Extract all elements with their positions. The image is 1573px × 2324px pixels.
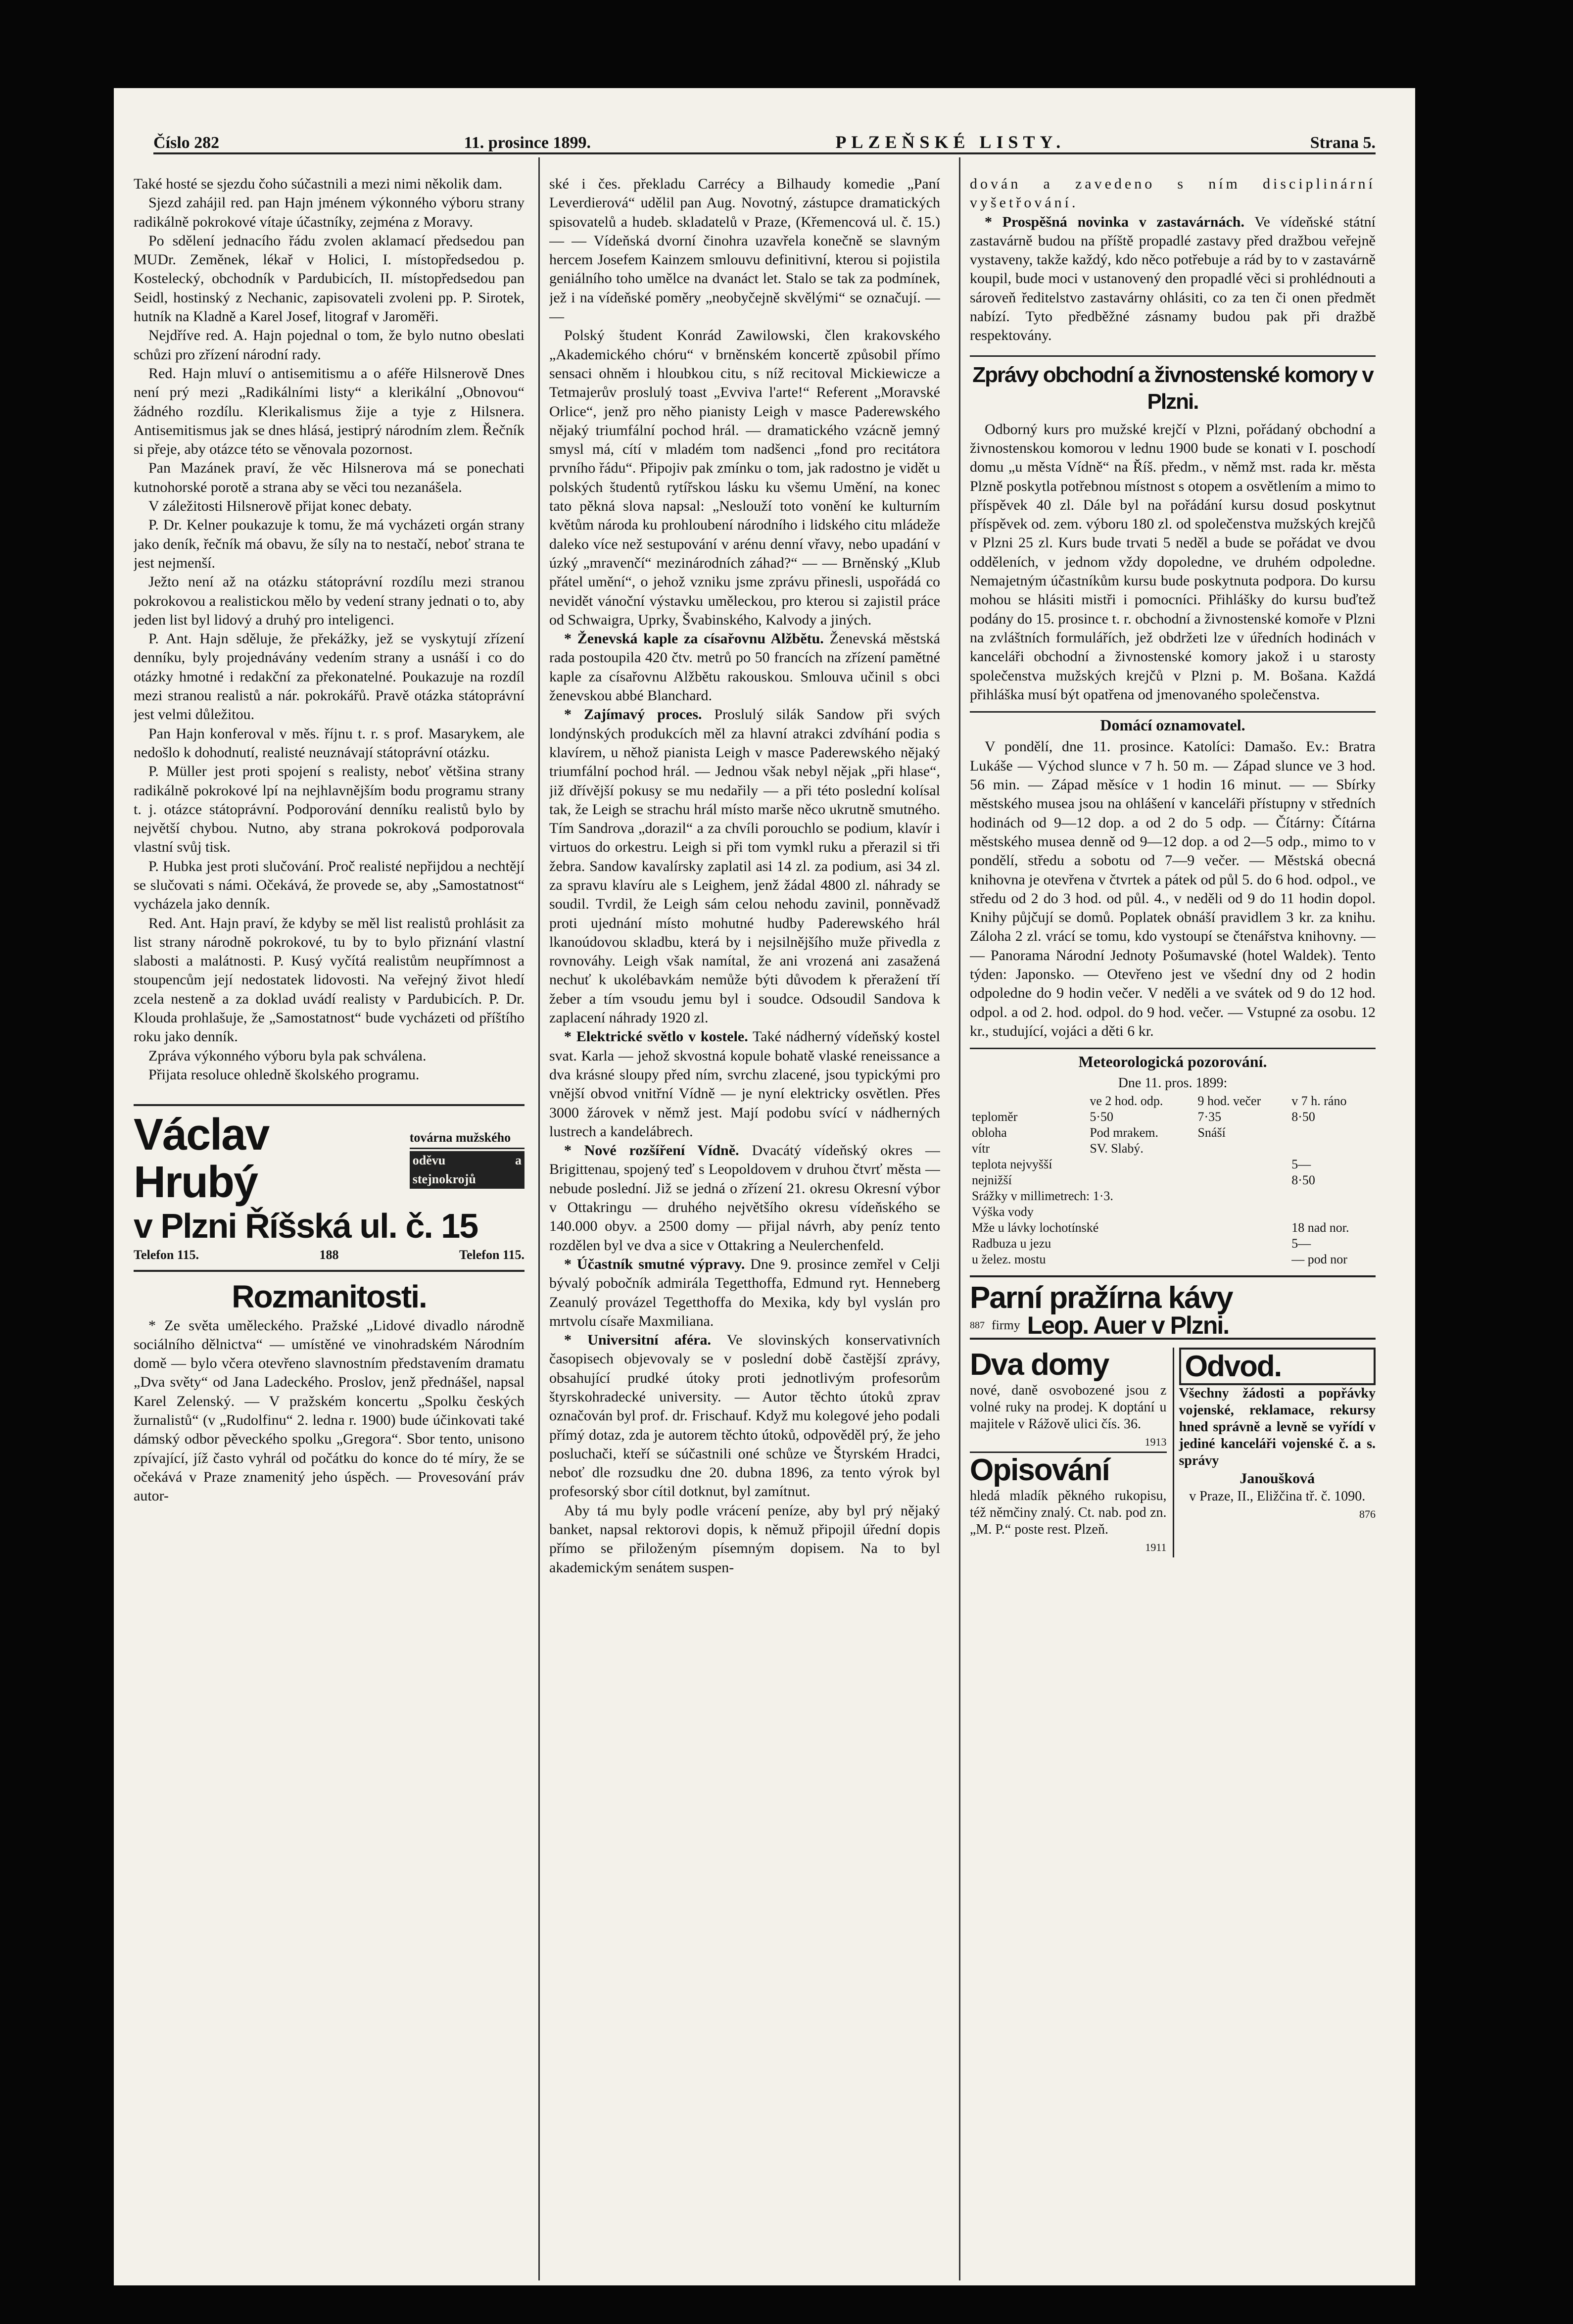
ad-odvod-address: v Praze, II., Eližčina tř. č. 1090. bbox=[1189, 1489, 1366, 1504]
meteo-header-cell: 9 hod. večer bbox=[1197, 1093, 1261, 1108]
ad-phone: Telefon 115. bbox=[459, 1248, 524, 1262]
article-paragraph: V pondělí, dne 11. prosince. Katolíci: Damašo. Ev.: Bratra Lukáše — Východ slunce v 7 h. 50 m. — Západ slunce ve 3 hod. 56 min. — Západ měsíce v 1 hodin 16 minut. — — Sbírky městského musea jsou na ohlášení v kanceláři přístupny v středních hodinách od 9—12 dop. a od 2 do 5 odp. — Čítárny: Čítárna městského musea denně od 9—12 dop. a od 2—5 odp., mimo to v pondělí, středu a sobotu od 7—9 večer. — Městská obecná knihovna je otevřena v čtvrtek a pátek od půl 5. do 6 hod. odpol., ve středu od 2 do 3 hod. od půl. 4., v neděli od 9 do 11 hodin dopol. Knihy půjčují se domů. Poplatek obnáší pravidlem 3 kr. za knihu. Záloha 2 zl. vrácí se tomu, kdo vystoupí se čtenářstva knihovny. — — Panorama Národní Jednoty Pošumavské (hotel Waldek). Tento týden: Japonsko. — Otevřeno jest ve všední dny od 2 hodin odpoledne do 9 hodin večer. V neděli a ve svátek od 9 do 12 hod. odpol. a od 2. hod. odpol. do 9 hod. večer. — Vstupné za osobu. 12 kr., studující, vojáci a děti 6 kr. bbox=[970, 738, 1376, 1039]
ad-phone: Telefon 115. bbox=[134, 1248, 199, 1262]
meteo-cell bbox=[1088, 1157, 1195, 1172]
article-paragraph: Pan Hajn konferoval v měs. říjnu t. r. s prof. Masarykem, ale nedošlo k dohodnutí, realisté neuznávají státoprávní otázku. bbox=[134, 725, 524, 761]
news-headline: * Elektrické světlo v kostele. bbox=[564, 1028, 748, 1045]
meteo-cell bbox=[1195, 1157, 1289, 1172]
section-title-meteo: Meteorologická pozorování. bbox=[970, 1048, 1376, 1071]
meteo-cell bbox=[1195, 1141, 1289, 1157]
meteo-header-cell: v 7 h. ráno bbox=[1291, 1093, 1347, 1108]
article-paragraph: ské i čes. překladu Carrécy a Bilhaudy komedie „Paní Leverdierová“ udělil pan Aug. Novotný, zástupce dramatických spisovatelů a hudeb. skladatelů v Praze, (Křemencová ul. č. 15.) — — Vídeňská dvorní činohra uzavřela konečně se slavným hercem Josefem Kainzem smlouvu definitivní, kterou si pojistila geniálního toho umělce na dvanáct let. Stalo se tak za podmínek, jež i na vídeňské poměry „neobyčejně skvělými“ se označují. — — bbox=[549, 176, 940, 325]
column-rule bbox=[538, 157, 540, 2280]
news-item bbox=[549, 1255, 940, 1331]
meteo-row bbox=[970, 1109, 1376, 1125]
article-paragraph: V záležitosti Hilsnerově přijat konec debaty. bbox=[148, 498, 412, 515]
meteo-cell: nejnižší bbox=[972, 1172, 1012, 1187]
page-header bbox=[153, 123, 1376, 154]
news-text: Aby tá mu byly podle vrácení peníze, aby byl prý nějaký banket, napsal rektorovi dopis, k němuž připojil úřední dopis přímo se přiloženým písemným dopisem. Na to byl akademickým senátem suspen- bbox=[549, 1502, 940, 1576]
meteo-cell: 8·50 bbox=[1291, 1172, 1315, 1187]
meteo-cell: 18 nad nor. bbox=[1291, 1220, 1349, 1235]
small-ads-row bbox=[970, 1348, 1376, 1557]
news-item bbox=[970, 213, 1376, 345]
news-item bbox=[549, 1027, 940, 1141]
ad-number: 188 bbox=[319, 1248, 339, 1262]
ad-houses-title: Dva domy bbox=[970, 1348, 1109, 1382]
meteo-cell: obloha bbox=[972, 1125, 1007, 1140]
article-paragraph: Také hosté se sjezdu čoho súčastnili a mezi nimi několik dam. bbox=[134, 176, 503, 192]
news-item bbox=[549, 705, 940, 1027]
column-rule bbox=[959, 157, 960, 2280]
meteo-cell: Pod mrakem. bbox=[1090, 1125, 1158, 1140]
meteo-date: Dne 11. pros. 1899: bbox=[1118, 1075, 1228, 1091]
news-text: Dne 9. prosince zemřel v Celji bývalý pobočník admirála Tegetthoffa, Edmund ryt. Henneberg Zeanulý provázel Tegetthoffa do Mexika, kdy byl vyslán pro mrtvolu císaře Maxmiliana. bbox=[549, 1256, 940, 1329]
ad-houses-number: 1913 bbox=[1144, 1436, 1167, 1449]
news-item bbox=[549, 1331, 940, 1501]
article-paragraph: Přijata resoluce ohledně školského programu. bbox=[148, 1066, 420, 1083]
news-text: Také nádherný vídeňský kostel svat. Karla — jehož skvostná kopule bohatě vlaské reneissance a dva krásné sloupy před ním, svrchu zlacené, jsou typickými pro vnější obvod vnitřní Vídně — je nyní elektricky osvětlen. Přes 3000 žárovek v němž jest. Mají podobu svící v nádherných lustrech a kandelábrech. bbox=[549, 1028, 940, 1140]
news-text: Dvacátý vídeňský okres — Brigittenau, spojený teď s Leopoldovem v druhou čtvrť města — nebude poslední. Již se jedná o zřízení 21. okresu Okresní výbor v Ottakringu — druhého největšího okresu vídeňského se 140.000 obyv. a 2500 domy — přijal návrh, aby peníz tento rozdělen byl ve dva a sice v Ottakring a Neulerchenfeld. bbox=[549, 1142, 940, 1254]
news-text: Ve vídeňské státní zastavárně budou na příště propadlé zastavy před dražbou veřejně vystaveny, takže každý, kdo něco potřebuje a rád by to v zastavárně koupil, bude moci v ustanovený den propadlé věci si prohlédnouti a sároveň ředitelstvo zastavárny ohlásiti, co za ten či onen předmět nabízí. Tyto předběžné zásnamy budou pak při dražbě respektovány. bbox=[970, 213, 1376, 344]
newspaper-page bbox=[114, 88, 1415, 2285]
article-paragraph: P. Ant. Hajn sděluje, že překážky, jež se vyskytují zřízení denníku, byly projednávány vedením strany a usnáší i co do otázky hmotné i redakční za překonatelné. Poukazuje na rozdíl mezi stranou realistů a nár. pokrokářů. Pravě otázka státoprávní jest velmi důležitou. bbox=[134, 630, 524, 723]
meteo-header-row bbox=[970, 1093, 1376, 1109]
meteo-row bbox=[970, 1236, 1376, 1252]
small-ads-left bbox=[970, 1348, 1167, 1557]
ad-address: v Plzni Říšská ul. č. 15 bbox=[134, 1207, 478, 1246]
meteo-cell: SV. Slabý. bbox=[1090, 1141, 1144, 1156]
meteo-row bbox=[970, 1157, 1376, 1172]
news-item bbox=[549, 629, 940, 705]
article-paragraph: Po sdělení jednacího řádu zvolen aklamací předsedou pan MUDr. Zeměnek, lékař v Holici, I. místopředsedou p. Kostelecký, obchodník v Pardubicích, II. místopředsedou pan Seidl, hostinský z Nechanic, zapisovateli zvoleni pp. P. Sirotek, hutník na Kladně a Karel Josef, litograf v Jaroměři. bbox=[134, 232, 524, 325]
meteo-cell: 5·50 bbox=[1090, 1109, 1113, 1124]
ad-odvod-title: Odvod. bbox=[1179, 1348, 1376, 1385]
news-item bbox=[549, 1141, 940, 1255]
meteo-cell: 5— bbox=[1291, 1157, 1311, 1171]
meteo-cell: Srážky v millimetrech: 1·3. bbox=[972, 1188, 1113, 1203]
section-title-rozmanitosti: Rozmanitosti. bbox=[232, 1278, 427, 1314]
article-paragraph: P. Hubka jest proti slučování. Proč realisté nepřijdou a nechtějí se slučovati s námi. Očekává, že provede se, aby „Samostatnost“ vycházela jako denník. bbox=[134, 858, 524, 913]
meteo-cell: 8·50 bbox=[1291, 1109, 1315, 1124]
meteo-cell: teplota nejvyšší bbox=[972, 1157, 1052, 1171]
ad-odvod-text: Všechny žádosti a popřávky vojenské, reklamace, rekursy hned správně a levně se vyřídí v jediné kanceláři vojenské č. a s. správy bbox=[1179, 1386, 1376, 1469]
news-headline: * Účastník smutné výpravy. bbox=[564, 1256, 745, 1272]
page-number: Strana 5. bbox=[1310, 134, 1376, 152]
article-paragraph: Red. Hajn mluví o antisemitismu a o aféře Hilsnerově Dnes není prý mezi „Radikálními listy“ a klerikální „Obnovou“ žádného rozdílu. Klerikalismus žije a tyje z Hilsnera. Antisemitismus jak se dnes hlásá, jestiprý národním zlem. Řečník si přeje, aby otázce této se věnovala pozornost. bbox=[134, 365, 524, 458]
news-item bbox=[549, 1501, 940, 1577]
column-2 bbox=[549, 175, 940, 1577]
article-paragraph: P. Dr. Kelner poukazuje k tomu, že má vycházeti orgán strany jako deník, řečník má obavu, že síly na to nestačí, neboť strana te jest nejmenší. bbox=[134, 517, 524, 571]
issue-date: 11. prosince 1899. bbox=[464, 134, 591, 152]
news-headline: * Zajímavý proces. bbox=[564, 706, 702, 723]
meteo-cell: Mže u lávky lochotínské bbox=[972, 1220, 1099, 1235]
meteo-cell: Výška vody bbox=[972, 1204, 1034, 1219]
section-title-chamber: Zprávy obchodní a živnostenské komory v Plzni. bbox=[970, 355, 1376, 415]
meteo-row bbox=[970, 1188, 1376, 1204]
meteo-cell bbox=[1289, 1141, 1376, 1157]
ad-coffee-headline: Parní pražírna kávy bbox=[970, 1280, 1233, 1315]
meteo-cell: u želez. mostu bbox=[972, 1252, 1046, 1266]
meteo-cell: 7·35 bbox=[1197, 1109, 1222, 1124]
ad-odvod-number: 876 bbox=[1359, 1508, 1376, 1521]
small-ads-right bbox=[1173, 1348, 1376, 1557]
news-headline: * Ženevská kaple za císařovnu Alžbětu. bbox=[564, 630, 824, 647]
meteo-row bbox=[970, 1141, 1376, 1157]
meteo-cell: Radbuza u jezu bbox=[972, 1236, 1051, 1251]
meteo-row bbox=[970, 1252, 1376, 1267]
ad-odvod-name: Janoušková bbox=[1239, 1470, 1315, 1487]
ad-coffee-number: 887 bbox=[970, 1319, 985, 1331]
meteo-cell: teploměr bbox=[972, 1109, 1018, 1124]
news-headline: * Prospěšná novinka v zastavárnách. bbox=[985, 213, 1244, 230]
article-paragraph: Zpráva výkonného výboru byla pak schválena. bbox=[148, 1047, 427, 1064]
meteo-row bbox=[970, 1220, 1376, 1236]
issue-number: Číslo 282 bbox=[153, 134, 220, 152]
meteo-cell: vítr bbox=[972, 1141, 990, 1156]
ad-houses-text: nové, daně osvobozené jsou z volné ruky na prodej. K doptání u majitele v Rážově ulici čís. 36. bbox=[970, 1383, 1167, 1432]
ad-copying-number: 1911 bbox=[1145, 1541, 1167, 1554]
meteo-cell: Snáší bbox=[1197, 1125, 1226, 1140]
column-1 bbox=[134, 175, 524, 1506]
advertisement-hruby bbox=[134, 1104, 524, 1271]
article-paragraph: Polský študent Konrád Zawilowski, člen krakovského „Akademického chóru“ v brněnském koncertě způsobil přímo sensaci ohněm i hloubkou citu, s níž recitoval Mickiewicze a Tetmajerův proslulý toast „Evviva l'arte!“ Referent „Moravské Orlice“, jenž pro něho pianisty Leigh v masce Paderewského nějaký triumfální pochod hrál. — dramatického vzácně jemný smysl má, cítí v mladém tom nadšenci „fond pro recitátora prvního řádu“. Připojiv pak zmínku o tom, jak radostno je vidět u polských študentů rytířskou lásku ku všemu Umění, na konec tato pěkná slova napsal: „Neslouží toto vonění ke kulturním květům národa ku prohloubení národního i lidského citu mládeže daleko více než sestupování v arénu denní vřavy, nebo upadání v úzký „mravenčí“ mezinárodních záhad?“ — — Brněnský „Klub přátel umění“, o jehož vzniku jsme zprávu přinesli, uspořádá co nevidět vánoční výstavku uměleckou, pro kterou si zajistil práce od Schwaigra, Uprky, Švabinského, Kalvody a jiných. bbox=[549, 327, 940, 628]
meteo-cell: 5— bbox=[1291, 1236, 1311, 1251]
article-paragraph: Odborný kurs pro mužské krejčí v Plzni, pořádaný obchodní a živnostenskou komorou v lednu 1900 bude se konati v I. poschodí domu „u města Vídně“ na Říš. předm., v němž mst. rada kr. města Plzně poskytla potřebnou místnost s otopem a osvětlením a mimo to příspěvek 40 zl. Dále byl na pořádání kursu dosud poskytnut příspěvek od. zem. výboru 180 zl. od společenstva mužských krejčů v Plzni 25 zl. Kurs bude trvati 5 neděl a bude se pořádat ve dvou odděleních, v jednom vždy dopoledne, ve druhém odpoledne. Nemajetným účastníkům kursu bude poskytnuta podpora. Do kursu mohou se hlásiti mistři i pomocníci. Přihlášky do kursu buďtež podány do 15. prosince t. r. obchodní a živnostenské komoře v Plzni na zvláštních formulářích, jež obdržeti lze v úředních hodinách v kanceláři obchodní a živnostenské komory jakož i u starosty společenstva mužských krejčů v Plzni p. M. Bošana. Každá přihláška musí být opatřena od jmenovaného společenstva. bbox=[970, 421, 1376, 703]
ad-tag: oděvu a stejnokrojů bbox=[410, 1151, 524, 1189]
ad-coffee-firm: Leop. Auer v Plzni. bbox=[1027, 1311, 1229, 1339]
article-paragraph: Pan Mazánek praví, že věc Hilsnerova má se ponechati kutnohorské porotě a strana aby se věci tou nezanášela. bbox=[134, 460, 524, 495]
meteo-cell bbox=[1088, 1172, 1195, 1188]
meteo-table bbox=[970, 1093, 1376, 1267]
meteo-cell bbox=[1289, 1125, 1376, 1141]
ad-copying-title: Opisování bbox=[970, 1452, 1167, 1488]
meteo-cell: — pod nor bbox=[1291, 1252, 1347, 1266]
news-text: Ženevská městská rada postoupila 420 čtv. metrů po 50 francích na zřízení pamětné kaple za císařovnu Alžbětu rakouskou. Smlouva učinil s obci ženevskou abbé Blanchard. bbox=[549, 630, 940, 704]
meteo-header-cell: ve 2 hod. odp. bbox=[1090, 1093, 1163, 1108]
article-paragraph: dován a zavedeno s ním disciplinární vyšetřování. bbox=[970, 176, 1376, 211]
ad-company-name: Václav Hrubý bbox=[134, 1110, 269, 1208]
news-text: Proslulý silák Sandow při svých londýnských produkcích měl za hlavní atrakci zdvíhání podia s klavírem, u něhož pianista Leigh v masce Paderewského nějaký triumfální pochod hrál. — Jednou však nebyl nějak „při hlase“, již dřívější pokusy se mu nedařily — a při této poslední kolísal tak, že Leigh se strachu hrál místo marše něco ukrutně smutného. Tím Sandrova „dorazil“ a za chvíli porouchlo se podium, klavír i virtuos do orkestru. Leigh si při tom vymkl ruku a přerazil si tři žebra. Sandow kavalírsky zaplatil asi 14 zl. za podium, asi 34 zl. za spravu klavíru ale s Leighem, jenž žádal 4800 zl. náhrady se soudil. Tvrdil, že Leigh sám celou nehodu zavinil, ponněvadž proti ujednání místo mohutné hudby Paderewského hrál lkanoúdovou skladbu, která by i nejsilnějšího muže přivedla z rovnováhy. Leigh však namítal, že ani vrozená ani zasažená nechuť k ukolébavkám nemůže býti důvodem k přeražení tří žeber a tím vsoudu jemu byl i soudce. Odsoudil Sandova k zaplacení náhrady 1920 zl. bbox=[549, 706, 940, 1026]
ad-copying-text: hledá mladík pěkného rukopisu, též němčiny znalý. Ct. nab. pod zn. „M. P.“ poste rest. Plzeň. bbox=[970, 1488, 1167, 1538]
masthead: PLZEŇSKÉ LISTY. bbox=[835, 132, 1066, 152]
meteo-header-cell bbox=[970, 1093, 1088, 1109]
ad-coffee-firm-label: firmy bbox=[992, 1317, 1020, 1332]
article-paragraph: P. Müller jest proti spojení s realisty, neboť většina strany radikálně pokrokové lpí na nejhlavnějším bodu programu strany t. j. otázce státoprávní. Podporování denníku realistů bylo by největší chybou. Nutno, aby strana pokroková podporovala vlastní svůj tisk. bbox=[134, 763, 524, 856]
article-paragraph: Nejdříve red. A. Hajn pojednal o tom, že bylo nutno obeslati schůzi pro zřízení národní rady. bbox=[134, 327, 524, 363]
article-paragraph: Red. Ant. Hajn praví, že kdyby se měl list realistů prohlásit za list strany národně pokrokové, tu by to bylo přiznání vlastní slabosti a malátnosti. P. Kusý vyčítá realistům neupřímnost a stoupencům její nedostatek lidovosti. Na veřejný život hledí zcela nesteně a za doklad uvádí realisty v Pardubicích. P. Dr. Klouda prohlašuje, že „Samostatnost“ bude vycházeti od příštího roku jako denník. bbox=[134, 915, 524, 1045]
meteo-row bbox=[970, 1204, 1376, 1220]
meteo-row bbox=[970, 1172, 1376, 1188]
meteo-row bbox=[970, 1125, 1376, 1141]
section-title-domaci: Domácí oznamovatel. bbox=[970, 711, 1376, 734]
news-headline: * Nové rozšíření Vídně. bbox=[564, 1142, 739, 1159]
article-paragraph: Sjezd zahájil red. pan Hajn jménem výkonného výboru strany radikálně pokrokové vítaje účastníky, zejména z Moravy. bbox=[134, 194, 524, 230]
meteo-cell bbox=[1195, 1172, 1289, 1188]
column-3 bbox=[970, 175, 1376, 1557]
news-headline: * Universitní aféra. bbox=[564, 1332, 712, 1349]
article-paragraph: * Ze světa uměleckého. Pražské „Lidové divadlo národně sociálního dělnictva“ — umístěné ve vinohradském Národním domě — bylo včera otevřeno slavnostním představením dramatu „Dva světy“ od Jana Ladeckého. Proslov, jenž přednášel, napsal Karel Zelenský. — V pražském koncertu „Spolku českých žurnalistů“ (v „Rudolfinu“ 2. ledna r. 1900) bude účinkovati také dámský odbor pěveckého spolku „Gregora“. Sbor tento, unisono zpívající, jíž často vyhrál od počátku do konce do té míry, že se očekává v Praze znamenitý jeho úspěch. — Provesování práv autor- bbox=[134, 1317, 524, 1504]
ad-tag: továrna mužského bbox=[410, 1128, 524, 1149]
news-text: Ve slovinských konservativních časopisech objevovaly se v poslední době častější zprávy, obsahující prudké útoky proti jednotlivým profesorům štyrskohradecké university. — Autor těchto útoků zprav označován byl prof. dr. Frischauf. Když mu kolegové jeho podali přímý dotaz, zda je autorem těchto útoků, odpověděl prý, že jeho posluchači, kteří se súčastnili oné schůze ve Štyrském Hradci, neboť dle rozsudku dne 20. dubna 1896, za tento výrok byl profesorský sbor cítil dotknut, byl zamítnut. bbox=[549, 1332, 940, 1500]
article-paragraph: Ježto není až na otázku státoprávní rozdílu mezi stranou pokrokovou a realistickou mělo by vedení strany jednati o to, aby jeden list byl lidový a druhý pro inteligenci. bbox=[134, 574, 524, 628]
advertisement-coffee bbox=[970, 1275, 1376, 1340]
